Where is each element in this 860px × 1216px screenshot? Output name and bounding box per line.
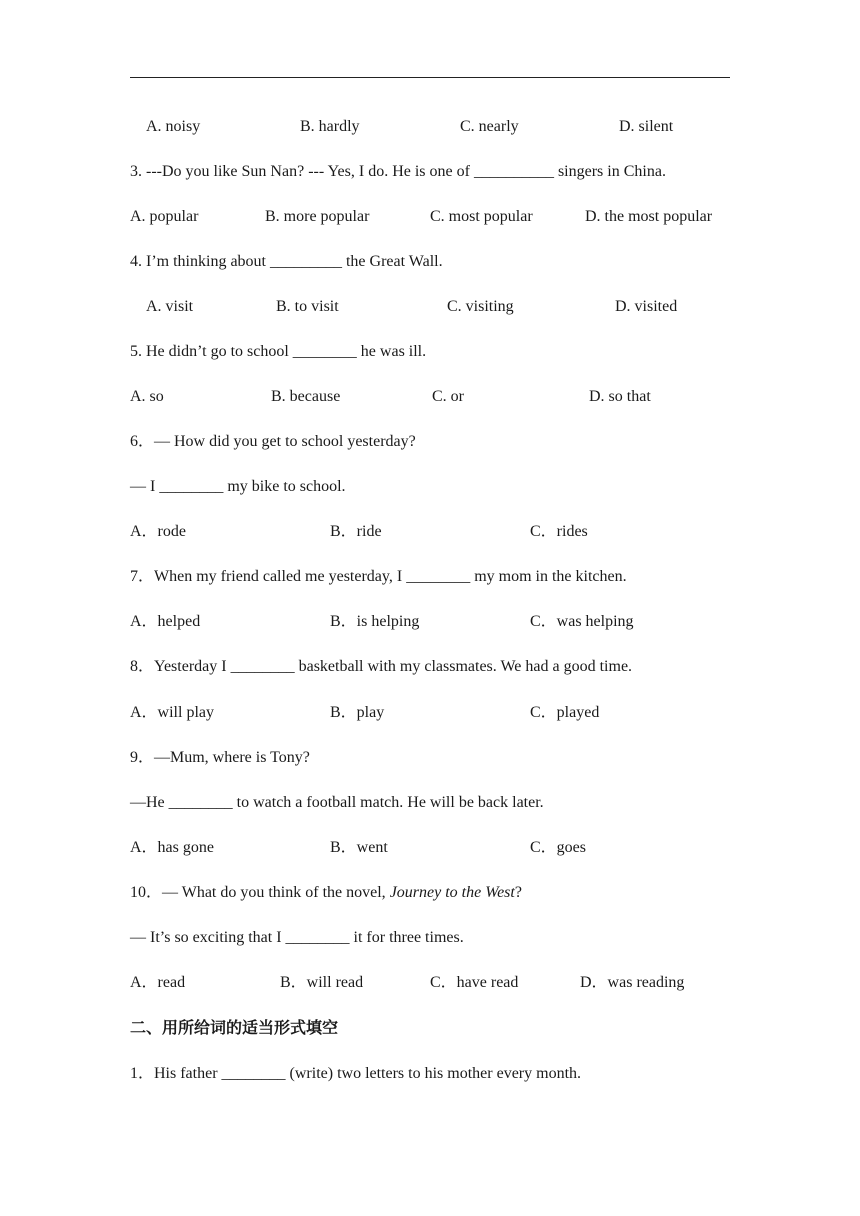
q4-option-c[interactable]: C. visiting [447, 298, 514, 315]
q9-stem: 9．—Mum, where is Tony? [130, 749, 310, 766]
q10-option-a[interactable]: A．read [130, 974, 186, 991]
q6-reply: — I ________ my bike to school. [130, 478, 346, 495]
q3-option-b[interactable]: B. more popular [265, 208, 370, 225]
q8-stem: 8．Yesterday I ________ basketball with my classmates. We had a good time. [130, 658, 633, 675]
q3-stem: 3. ---Do you like Sun Nan? --- Yes, I do. He is one of __________ singers in China. [130, 163, 666, 180]
section-2-question-1: 1．His father ________ (write) two letters to his mother every month. [130, 1065, 582, 1082]
q2-option-d[interactable]: D. silent [619, 118, 674, 135]
q8-option-b[interactable]: B．play [330, 704, 385, 721]
q2-option-a[interactable]: A. noisy [146, 118, 201, 135]
q5-stem: 5. He didn’t go to school ________ he was ill. [130, 343, 427, 360]
q3-option-c[interactable]: C. most popular [430, 208, 533, 225]
q5-option-d[interactable]: D. so that [589, 388, 651, 405]
q4-option-b[interactable]: B. to visit [276, 298, 339, 315]
q6-stem: 6．— How did you get to school yesterday? [130, 433, 416, 450]
q10-novel-title: Journey to the West [389, 884, 515, 901]
q5-option-b[interactable]: B. because [271, 388, 341, 405]
q6-option-b[interactable]: B．ride [330, 523, 382, 540]
header-rule [130, 77, 730, 78]
q4-stem: 4. I’m thinking about _________ the Great Wall. [130, 253, 443, 270]
q4-option-a[interactable]: A. visit [146, 298, 194, 315]
q10-option-b[interactable]: B．will read [280, 974, 364, 991]
q10-reply: — It’s so exciting that I ________ it for three times. [130, 929, 464, 946]
q5-option-a[interactable]: A. so [130, 388, 164, 405]
q10-stem-prefix: 10．— What do you think of the novel, [130, 884, 390, 901]
q10-option-c[interactable]: C．have read [430, 974, 519, 991]
q10-stem-suffix: ? [514, 884, 522, 901]
q3-option-a[interactable]: A. popular [130, 208, 199, 225]
q9-option-b[interactable]: B．went [330, 839, 388, 856]
q3-option-d[interactable]: D. the most popular [585, 208, 713, 225]
q7-stem: 7．When my friend called me yesterday, I ________ my mom in the kitchen. [130, 568, 627, 585]
q5-option-c[interactable]: C. or [432, 388, 464, 405]
q10-option-d[interactable]: D．was reading [580, 974, 685, 991]
q8-option-a[interactable]: A．will play [130, 704, 214, 721]
section-2-heading: 二、用所给词的适当形式填空 [130, 1018, 339, 1037]
q9-reply: —He ________ to watch a football match. He will be back later. [130, 794, 544, 811]
q2-option-b[interactable]: B. hardly [300, 118, 360, 135]
q6-option-a[interactable]: A．rode [130, 523, 186, 540]
q7-option-a[interactable]: A．helped [130, 613, 201, 630]
q8-option-c[interactable]: C．played [530, 704, 600, 721]
q10-stem [130, 883, 522, 903]
q7-option-c[interactable]: C．was helping [530, 613, 634, 630]
q7-option-b[interactable]: B．is helping [330, 613, 420, 630]
q2-option-c[interactable]: C. nearly [460, 118, 519, 135]
q9-option-c[interactable]: C．goes [530, 839, 587, 856]
q6-option-c[interactable]: C．rides [530, 523, 588, 540]
q9-option-a[interactable]: A．has gone [130, 839, 214, 856]
q4-option-d[interactable]: D. visited [615, 298, 678, 315]
